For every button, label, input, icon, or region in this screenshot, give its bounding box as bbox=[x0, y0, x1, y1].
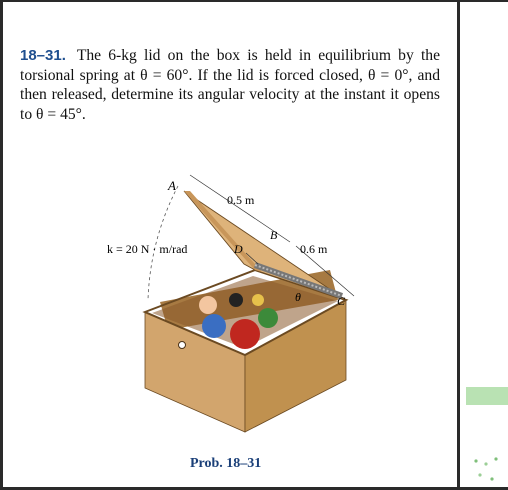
toy-ring bbox=[252, 294, 264, 306]
label-spring: k = 20 N · m/rad bbox=[107, 242, 188, 256]
toy-ball bbox=[230, 319, 260, 349]
figure-caption: Prob. 18–31 bbox=[190, 456, 262, 471]
label-a: A bbox=[168, 178, 176, 193]
label-theta: θ bbox=[295, 290, 301, 304]
label-dim-lid: 0.5 m bbox=[227, 193, 255, 207]
label-c: C bbox=[337, 294, 346, 308]
keyhole bbox=[179, 342, 186, 349]
problem-text: The 6-kg lid on the box is held in equilibrium by the torsional spring at θ = 60°. If the lid is forced closed, θ = 0°, and then released, determine its angular velocity at the instant it opens to θ = 45°. bbox=[20, 47, 440, 123]
toy-clown-head bbox=[199, 296, 217, 314]
toy-clown-body bbox=[202, 314, 226, 338]
side-accent-bar bbox=[466, 387, 508, 405]
problem-number: 18–31. bbox=[20, 47, 66, 64]
label-b: B bbox=[270, 228, 278, 242]
corner-dots bbox=[472, 455, 502, 485]
toy-frog bbox=[258, 308, 278, 328]
label-dim-width: 0.6 m bbox=[300, 242, 328, 256]
toy-doll bbox=[229, 293, 243, 307]
label-d: D bbox=[234, 242, 243, 256]
